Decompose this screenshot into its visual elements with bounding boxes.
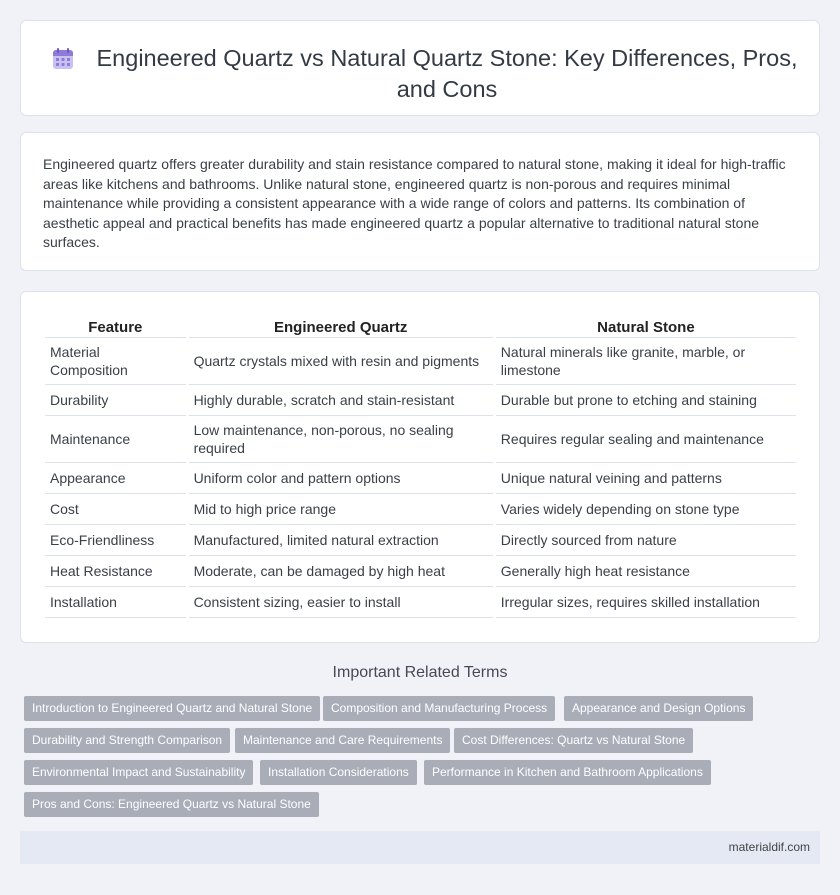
natural-stone-cell: Requires regular sealing and maintenance: [496, 416, 796, 463]
engineered-quartz-cell: Low maintenance, non-porous, no sealing required: [189, 416, 493, 463]
natural-stone-cell: Varies widely depending on stone type: [496, 494, 796, 525]
related-term-tag[interactable]: Durability and Strength Comparison: [24, 728, 230, 753]
page-title: Engineered Quartz vs Natural Quartz Stone: Key Differences, Pros, and Cons: [96, 45, 798, 102]
related-term-tag[interactable]: Environmental Impact and Sustainability: [24, 760, 253, 785]
engineered-quartz-cell: Consistent sizing, easier to install: [189, 587, 493, 618]
intro-card: [20, 132, 820, 271]
table-row: [45, 463, 796, 494]
table-row: [45, 556, 796, 587]
natural-stone-cell: Durable but prone to etching and staining: [496, 385, 796, 416]
feature-cell: Eco-Friendliness: [45, 525, 186, 556]
engineered-quartz-cell: Manufactured, limited natural extraction: [189, 525, 493, 556]
feature-cell: Cost: [45, 494, 186, 525]
engineered-quartz-cell: Moderate, can be damaged by high heat: [189, 556, 493, 587]
engineered-quartz-cell: Uniform color and pattern options: [189, 463, 493, 494]
column-header-engineered-quartz: Engineered Quartz: [189, 312, 493, 338]
feature-cell: Heat Resistance: [45, 556, 186, 587]
table-row: [45, 416, 796, 463]
comparison-table-card: [20, 291, 820, 643]
footer-site-link[interactable]: materialdif.com: [728, 840, 810, 854]
comparison-table: [42, 312, 799, 618]
related-term-tag[interactable]: Installation Considerations: [260, 760, 417, 785]
feature-cell: Installation: [45, 587, 186, 618]
natural-stone-cell: Natural minerals like granite, marble, or limestone: [496, 338, 796, 385]
table-header-row: [45, 312, 796, 338]
feature-cell: Material Composition: [45, 338, 186, 385]
natural-stone-cell: Directly sourced from nature: [496, 525, 796, 556]
engineered-quartz-cell: Mid to high price range: [189, 494, 493, 525]
natural-stone-cell: Irregular sizes, requires skilled installation: [496, 587, 796, 618]
feature-cell: Appearance: [45, 463, 186, 494]
header-card: [20, 20, 820, 116]
engineered-quartz-cell: Highly durable, scratch and stain-resistant: [189, 385, 493, 416]
related-term-tag[interactable]: Maintenance and Care Requirements: [235, 728, 450, 753]
table-row: [45, 338, 796, 385]
feature-cell: Maintenance: [45, 416, 186, 463]
footer-bar: [20, 831, 820, 864]
related-term-tag[interactable]: Pros and Cons: Engineered Quartz vs Natural Stone: [24, 792, 319, 817]
natural-stone-cell: Unique natural veining and patterns: [496, 463, 796, 494]
table-row: [45, 587, 796, 618]
natural-stone-cell: Generally high heat resistance: [496, 556, 796, 587]
feature-cell: Durability: [45, 385, 186, 416]
related-term-tag[interactable]: Cost Differences: Quartz vs Natural Stone: [454, 728, 693, 753]
table-row: [45, 525, 796, 556]
related-term-tag[interactable]: Introduction to Engineered Quartz and Natural Stone: [24, 696, 320, 721]
engineered-quartz-cell: Quartz crystals mixed with resin and pigments: [189, 338, 493, 385]
table-row: [45, 494, 796, 525]
related-term-tag[interactable]: Appearance and Design Options: [564, 696, 753, 721]
table-row: [45, 385, 796, 416]
related-terms-heading: Important Related Terms: [332, 664, 508, 681]
column-header-feature: Feature: [45, 312, 186, 338]
column-header-natural-stone: Natural Stone: [496, 312, 796, 338]
intro-paragraph: Engineered quartz offers greater durability and stain resistance compared to natural stone, making it ideal for high-traffic areas like kitchens and bathrooms. Unlike natural stone, engineered quartz is non-porous and requires minimal maintenance while providing a consistent appearance with a wide range of colors and patterns. Its combination of aesthetic appeal and practical benefits has made engineered quartz a popular alternative to traditional natural stone surfaces.: [43, 156, 786, 250]
related-term-tag[interactable]: Composition and Manufacturing Process: [323, 696, 555, 721]
related-term-tag[interactable]: Performance in Kitchen and Bathroom Applications: [424, 760, 711, 785]
